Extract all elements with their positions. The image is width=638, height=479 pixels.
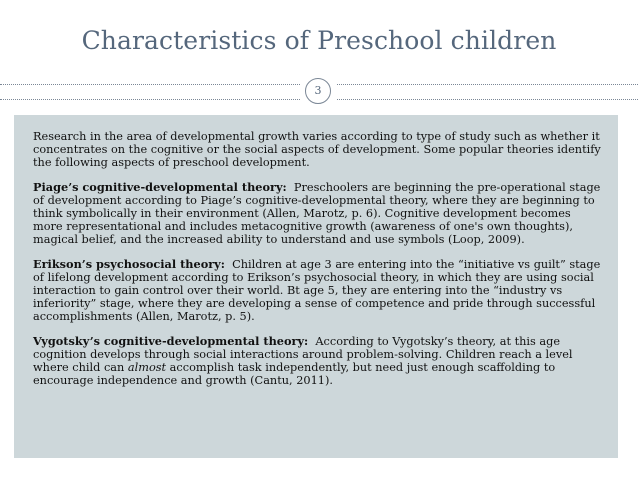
theory-text: Children at age 3 are entering into the “initiative vs guilt” stage of lifelong development according to Erikson’s psychosocial theory, in which they are using social interaction to gain control over their world. Bt age 5, they are entering into the “industry vs inferiority” stage, where they are developing a sense of competence and pride through successful accomplishments (Allen, Marotz, p. 5). xyxy=(33,257,601,324)
theory-term: Piage’s cognitive-developmental theory: xyxy=(33,179,287,194)
body-text xyxy=(33,130,603,398)
theory-term: Vygotsky’s cognitive-developmental theory: xyxy=(33,333,309,348)
slide-title: Characteristics of Preschool children xyxy=(81,26,557,55)
theory-erikson xyxy=(33,258,603,324)
theory-text: Preschoolers are beginning the pre-operational stage of development according to Piage’s cognitive-developmental theory, where they are beginning to think symbolically in their environment (Allen, Marotz, p. 6). Cognitive development becomes more representational and includes metacognitive growth (awareness of one's own thoughts), magical belief, and the increased ability to understand and use symbols (Loop, 2009). xyxy=(33,180,601,247)
theory-vygotsky xyxy=(33,335,603,388)
theory-text-emphasis: almost xyxy=(127,361,167,375)
intro-paragraph: Research in the area of developmental growth varies according to type of study such as whether it concentrates on the cognitive or the social aspects of development. Some popular theories identify the following aspects of preschool development. xyxy=(33,130,601,170)
theory-piaget xyxy=(33,181,603,247)
theory-term: Erikson’s psychosocial theory: xyxy=(33,256,225,271)
page-number: 3 xyxy=(305,78,331,104)
theory-text: accomplish task independently, but need just enough scaffolding to encourage independence and growth (Cantu, 2011). xyxy=(33,361,556,388)
theory-text: According to Vygotsky’s theory, at this age cognition develops through social interactions around problem-solving. Children reach a level where child can xyxy=(33,334,573,375)
content-panel xyxy=(14,115,618,458)
page-number-badge xyxy=(300,77,336,107)
title-area xyxy=(0,0,638,84)
